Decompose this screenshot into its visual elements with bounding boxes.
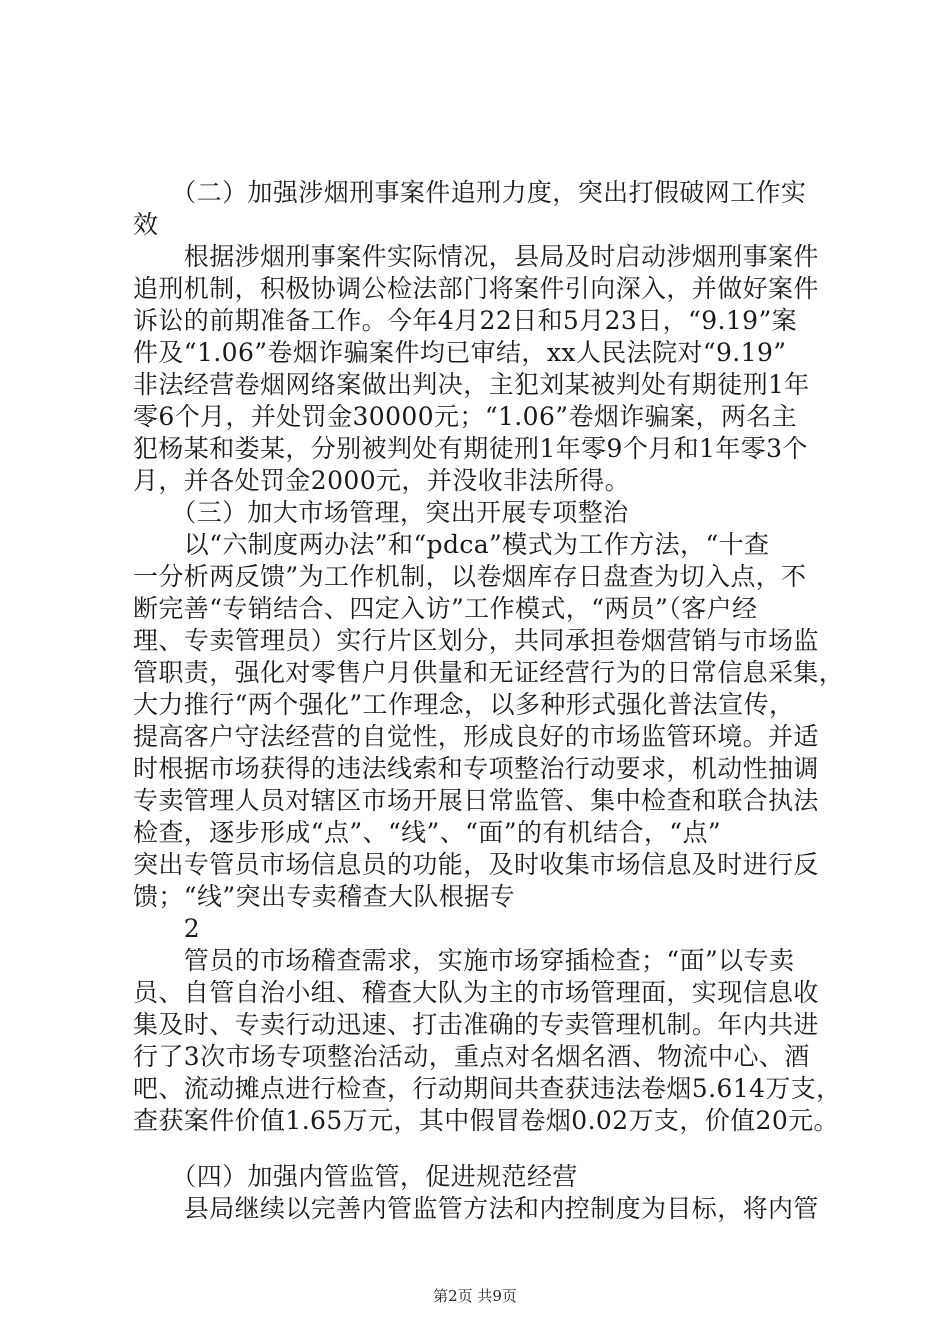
heading-section-2-line-2: 效 — [133, 210, 159, 239]
paragraph-line: 件及“1.06”卷烟诈骗案件均已审结，xx人民法院对“9.19” — [133, 338, 787, 367]
paragraph-line: 月，并各处罚金2000元，并没收非法所得。 — [133, 466, 631, 495]
paragraph-line: 犯杨某和娄某，分别被判处有期徒刑1年零9个月和1年零3个 — [133, 434, 808, 463]
paragraph-line: 集及时、专卖行动迅速、打击准确的专卖管理机制。年内共进 — [133, 1010, 819, 1039]
paragraph-line: 诉讼的前期准备工作。今年4月22日和5月23日，“9.19”案 — [133, 306, 798, 335]
paragraph-line: 时根据市场获得的违法线索和专项整治行动要求，机动性抽调 — [133, 754, 819, 783]
paragraph-line: 管职责，强化对零售户月供量和无证经营行为的日常信息采集， — [133, 658, 845, 687]
paragraph-line: 一分析两反馈”为工作机制，以卷烟库存日盘查为切入点，不 — [133, 562, 807, 591]
paragraph-line: 大力推行“两个强化”工作理念，以多种形式强化普法宣传， — [133, 690, 795, 719]
paragraph-line: 非法经营卷烟网络案做出判决，主犯刘某被判处有期徒刑1年 — [133, 370, 810, 399]
paragraph-line: 员、自管自治小组、稽查大队为主的市场管理面，实现信息收 — [133, 978, 819, 1007]
paragraph-line: 专卖管理人员对辖区市场开展日常监管、集中检查和联合执法 — [133, 786, 819, 815]
heading-section-2-line-1: （二）加强涉烟刑事案件追刑力度，突出打假破网工作实 — [133, 178, 807, 207]
paragraph-line: 追刑机制，积极协调公检法部门将案件引向深入，并做好案件 — [133, 274, 819, 303]
paragraph-line: 检查，逐步形成“点”、“线”、“面”的有机结合，“点” — [133, 818, 722, 847]
paragraph-line: 提高客户守法经营的自觉性，形成良好的市场监管环境。并适 — [133, 722, 819, 751]
paragraph-line: 根据涉烟刑事案件实际情况，县局及时启动涉烟刑事案件 — [133, 242, 819, 271]
paragraph-line: 县局继续以完善内管监管方法和内控制度为目标，将内管 — [133, 1194, 819, 1223]
inline-page-number: 2 — [133, 914, 201, 943]
paragraph-line: 行了3次市场专项整治活动，重点对名烟名酒、物流中心、酒 — [133, 1042, 810, 1071]
paragraph-line: 理、专卖管理员）实行片区划分，共同承担卷烟营销与市场监 — [133, 626, 819, 655]
paragraph-line: 零6个月，并处罚金30000元；“1.06”卷烟诈骗案，两名主 — [133, 402, 798, 431]
paragraph-line: 以“六制度两办法”和“pdca”模式为工作方法，“十查 — [133, 530, 770, 559]
paragraph-line: 馈；“线”突出专卖稽查大队根据专 — [133, 882, 515, 911]
paragraph-line: 突出专管员市场信息员的功能，及时收集市场信息及时进行反 — [133, 850, 819, 879]
heading-section-4: （四）加强内管监管，促进规范经营 — [133, 1162, 578, 1191]
page-footer: 第2页 共9页 — [433, 1287, 517, 1305]
paragraph-line: 查获案件价值1.65万元，其中假冒卷烟0.02万支，价值20元。 — [133, 1106, 839, 1135]
paragraph-line: 管员的市场稽查需求，实施市场穿插检查；“面”以专卖 — [133, 946, 795, 975]
paragraph-line: 吧、流动摊点进行检查，行动期间共查获违法卷烟5.614万支， — [133, 1074, 842, 1103]
paragraph-line: 断完善“专销结合、四定入访”工作模式，“两员”（客户经 — [133, 594, 758, 623]
heading-section-3: （三）加大市场管理，突出开展专项整治 — [133, 498, 629, 527]
